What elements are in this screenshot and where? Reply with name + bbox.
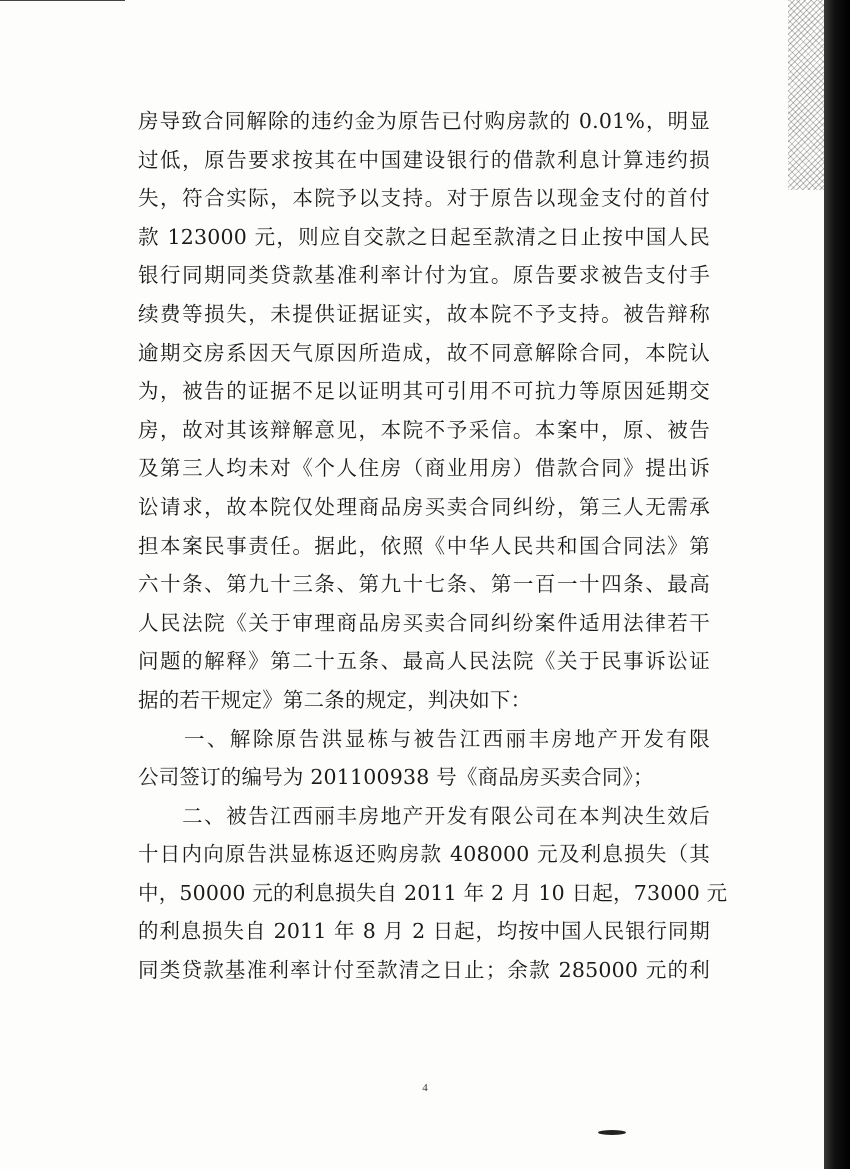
text-line: 问题的解释》第二十五条、最高人民法院《关于民事诉讼证	[138, 649, 710, 674]
judgment-text	[138, 102, 728, 990]
text-line: 同类贷款基准利率计付至款清之日止；余款 285000 元的利	[138, 958, 710, 983]
page-number: 4	[422, 1082, 428, 1094]
text-line: 担本案民事责任。据此，依照《中华人民共和国合同法》第	[138, 533, 710, 558]
text-line: 十日内向原告洪显栋返还购房款 408000 元及利息损失（其	[138, 842, 710, 867]
text-line: 中，50000 元的利息损失自 2011 年 2 月 10 日起，73000 元	[138, 880, 728, 905]
text-line-last: 公司签订的编号为 201100938 号《商品房买卖合同》；	[138, 765, 654, 790]
text-line: 续费等损失，未提供证据证实，故本院不予支持。被告辩称	[138, 301, 710, 326]
text-line: 讼请求，故本院仅处理商品房买卖合同纠纷，第三人无需承	[138, 494, 710, 519]
text-line-last: 据的若干规定》第二条的规定，判决如下：	[138, 687, 532, 712]
text-line: 失，符合实际，本院予以支持。对于原告以现金支付的首付	[138, 186, 710, 211]
scan-edge-top	[0, 0, 125, 1]
scan-edge-right	[824, 0, 850, 1169]
text-line: 逾期交房系因天气原因所造成，故不同意解除合同，本院认	[138, 340, 710, 365]
text-line: 为，被告的证据不足以证明其可引用不可抗力等原因延期交	[138, 379, 710, 404]
text-line: 房，故对其该辩解意见，本院不予采信。本案中，原、被告	[138, 417, 710, 442]
text-line: 款 123000 元，则应自交款之日起至款清之日止按中国人民	[138, 224, 710, 249]
text-line: 房导致合同解除的违约金为原告已付购房款的 0.01%，明显	[138, 109, 710, 133]
text-line: 一、解除原告洪显栋与被告江西丽丰房地产开发有限	[138, 726, 710, 751]
scan-stain	[598, 1130, 626, 1135]
text-line: 及第三人均未对《个人住房（商业用房）借款合同》提出诉	[138, 456, 710, 481]
scan-noise	[788, 0, 828, 190]
text-line: 银行同期同类贷款基准利率计付为宜。原告要求被告支付手	[138, 263, 710, 288]
text-line: 过低，原告要求按其在中国建设银行的借款利息计算违约损	[138, 147, 710, 172]
text-line: 人民法院《关于审理商品房买卖合同纠纷案件适用法律若干	[138, 610, 710, 635]
text-line: 六十条、第九十三条、第九十七条、第一百一十四条、最高	[138, 572, 710, 597]
text-line: 的利息损失自 2011 年 8 月 2 日起，均按中国人民银行同期	[138, 919, 710, 944]
text-line: 二、被告江西丽丰房地产开发有限公司在本判决生效后	[138, 803, 710, 828]
